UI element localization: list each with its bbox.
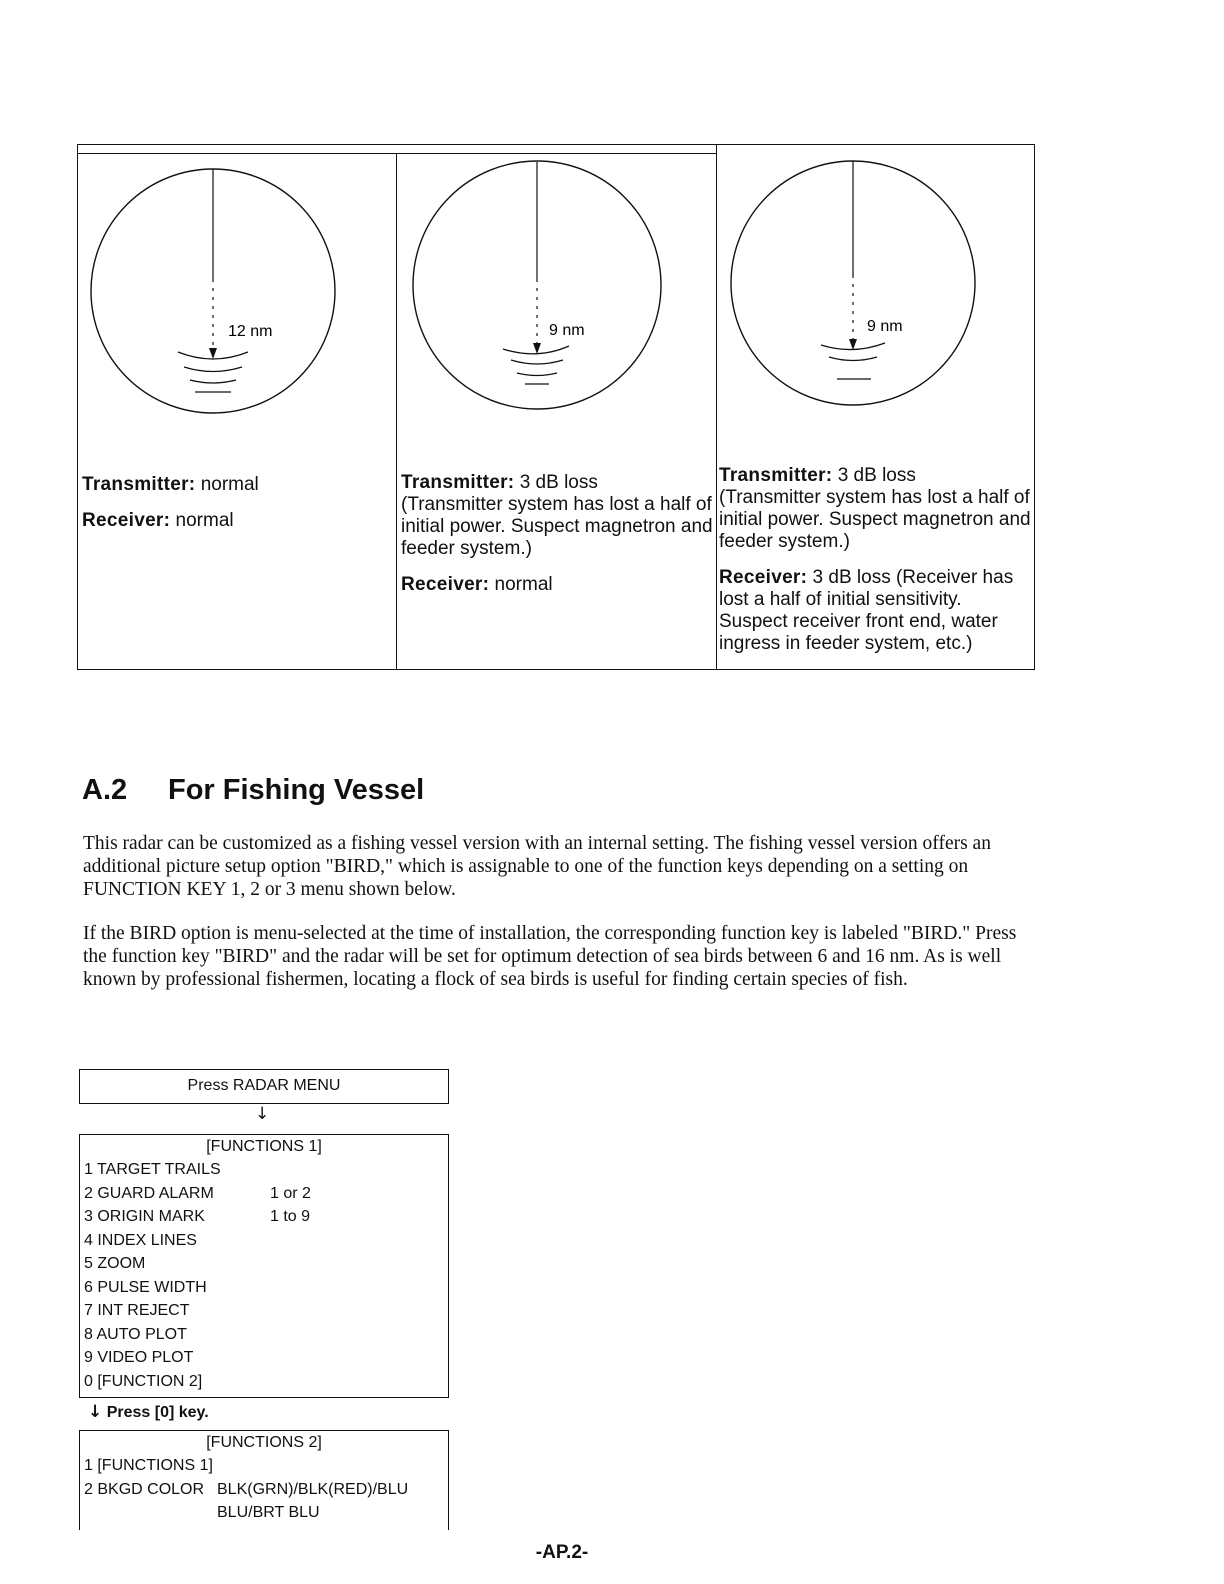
range-label: 9 nm	[549, 322, 585, 339]
receiver-status: 3 dB loss (Receiver has lost a half of initial sensitivity. Suspect receiver front end, water ingress in feeder system, etc.)	[719, 567, 1014, 654]
radar-diagnosis-table	[77, 144, 1035, 670]
panel-3-text	[719, 465, 1032, 655]
echo-arc	[190, 380, 236, 383]
menu-item: 2 GUARD ALARM 1 or 2	[84, 1184, 311, 1202]
radar-scope-diagram	[397, 154, 717, 454]
functions-2-title: [FUNCTIONS 2]	[206, 1434, 322, 1451]
transmitter-detail: (Transmitter system has lost a half of initial power. Suspect magnetron and feeder system.)	[401, 494, 713, 559]
press-radar-menu-box	[79, 1069, 449, 1104]
receiver-label: Receiver:	[401, 574, 490, 595]
receiver-status: normal	[494, 574, 553, 595]
functions-1-items	[80, 1158, 448, 1393]
down-arrow-icon: ↓	[255, 1104, 270, 1124]
radar-scope-diagram	[717, 145, 1037, 445]
panel-2-text	[401, 472, 715, 596]
target-arrow	[209, 348, 217, 359]
echo-arc	[829, 357, 877, 361]
page-number: -AP.2-	[535, 1542, 589, 1563]
menu-item: 6 PULSE WIDTH	[84, 1278, 207, 1296]
menu-item-continuation: BLU/BRT BLU	[217, 1504, 320, 1521]
transmitter-label: Transmitter:	[719, 465, 833, 486]
transmitter-label: Transmitter:	[82, 474, 196, 495]
transmitter-status: normal	[200, 474, 259, 495]
echo-arc	[184, 367, 242, 372]
functions-1-title: [FUNCTIONS 1]	[206, 1138, 322, 1155]
transmitter-detail: (Transmitter system has lost a half of initial power. Suspect magnetron and feeder system.)	[719, 487, 1031, 552]
receiver-label: Receiver:	[82, 510, 171, 531]
body-paragraph-1: This radar can be customized as a fishing vessel version with an internal setting. The fishing vessel version offers an additional picture setup option "BIRD," which is assignable to one of the function keys depending on a setting on FUNCTION KEY 1, 2 or 3 menu shown below.	[83, 833, 991, 900]
transmitter-status: 3 dB loss	[519, 472, 598, 493]
receiver-label: Receiver:	[719, 567, 808, 588]
functions-1-menu	[79, 1134, 449, 1398]
range-label: 12 nm	[228, 323, 273, 340]
functions-2-menu	[79, 1430, 449, 1530]
transmitter-status: 3 dB loss	[837, 465, 916, 486]
menu-item: 2 BKGD COLOR BLK(GRN)/BLK(RED)/BLU	[84, 1480, 409, 1498]
transmitter-label: Transmitter:	[401, 472, 515, 493]
step-1-label: Press RADAR MENU	[187, 1077, 341, 1094]
menu-item: 9 VIDEO PLOT	[84, 1349, 194, 1366]
target-arrow	[849, 339, 857, 350]
section-heading	[82, 774, 424, 807]
menu-item: 3 ORIGIN MARK 1 to 9	[84, 1208, 311, 1225]
panel-1-text	[82, 474, 394, 532]
echo-arc	[517, 373, 557, 376]
menu-item: 1 TARGET TRAILS	[84, 1161, 221, 1178]
menu-item: 0 [FUNCTION 2]	[84, 1372, 203, 1390]
press-0-key-step	[88, 1402, 209, 1422]
step-2-label: Press [0] key.	[106, 1404, 209, 1421]
body-paragraph-2: If the BIRD option is menu-selected at the time of installation, the corresponding function key is labeled "BIRD." Press the function key "BIRD" and the radar will be set for optimum detection of sea birds between 6 and 16 nm. As is well known by professional fishermen, locating a flock of sea birds is useful for finding certain species of fish.	[83, 923, 1017, 990]
target-arrow	[533, 343, 541, 354]
menu-item: 7 INT REJECT	[84, 1302, 190, 1319]
section-title: For Fishing Vessel	[168, 774, 425, 806]
menu-item: 4 INDEX LINES	[84, 1231, 197, 1249]
menu-item: 1 [FUNCTIONS 1]	[84, 1457, 213, 1474]
section-number: A.2	[82, 774, 128, 806]
radar-panel-2	[396, 153, 717, 669]
range-label: 9 nm	[867, 318, 903, 335]
radar-panel-3	[716, 145, 1034, 669]
menu-item: 8 AUTO PLOT	[84, 1325, 187, 1343]
menu-item: 5 ZOOM	[84, 1255, 146, 1272]
radar-scope-diagram	[78, 154, 396, 454]
receiver-status: normal	[175, 510, 234, 531]
down-arrow-icon: ↓	[88, 1402, 103, 1422]
echo-arc	[511, 360, 563, 364]
radar-panel-1	[78, 153, 396, 669]
